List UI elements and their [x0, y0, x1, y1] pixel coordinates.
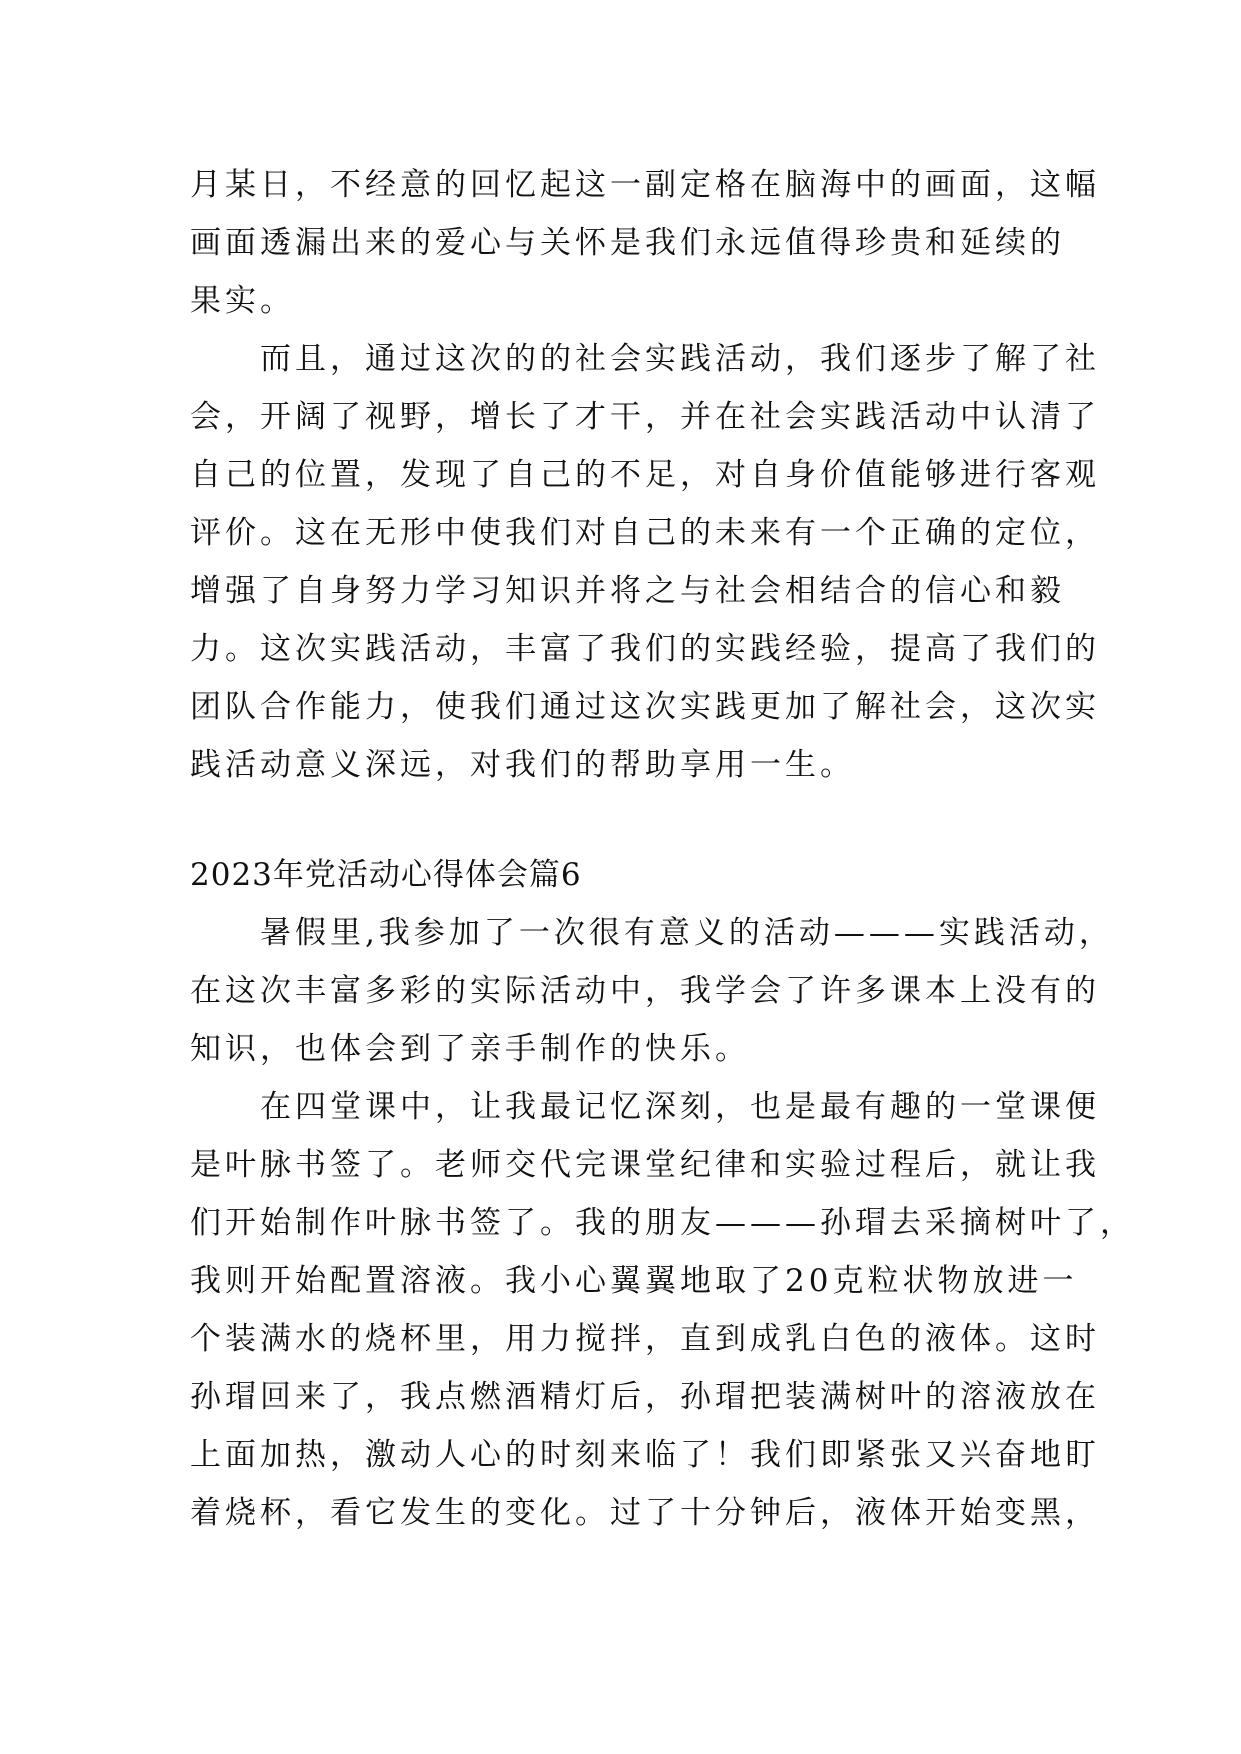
- text-line: 团队合作能力，使我们通过这次实践更加了解社会，这次实: [190, 689, 1100, 725]
- paragraph-gap: [190, 794, 1060, 846]
- document-body: [190, 156, 1135, 1542]
- text-line: 画面透漏出来的爱心与关怀是我们永远值得珍贵和延续的: [190, 225, 1065, 261]
- paragraph: [190, 904, 1114, 1078]
- text-line: 果实。: [190, 283, 295, 319]
- text-line: 自己的位置，发现了自己的不足，对自身价值能够进行客观: [190, 457, 1100, 493]
- text-line: 知识，也体会到了亲手制作的快乐。: [190, 1031, 750, 1067]
- text-line: 是叶脉书签了。老师交代完课堂纪律和实验过程后，就让我: [190, 1147, 1100, 1183]
- text-line: 增强了自身努力学习知识并将之与社会相结合的信心和毅: [190, 573, 1065, 609]
- text-line: 评价。这在无形中使我们对自己的未来有一个正确的定位，: [190, 515, 1100, 551]
- text-line: 上面加热，激动人心的时刻来临了！我们即紧张又兴奋地盯: [190, 1437, 1100, 1473]
- text-line: 我则开始配置溶液。我小心翼翼地取了20克粒状物放进一: [190, 1263, 1078, 1299]
- text-line: 们开始制作叶脉书签了。我的朋友———孙瑁去采摘树叶了，: [190, 1205, 1135, 1241]
- text-line: 暑假里,我参加了一次很有意义的活动———实践活动，: [260, 915, 1114, 951]
- text-line: 个装满水的烧杯里，用力搅拌，直到成乳白色的液体。这时: [190, 1321, 1100, 1357]
- text-line: 会，开阔了视野，增长了才干，并在社会实践活动中认清了: [190, 399, 1100, 435]
- text-line: 而且，通过这次的的社会实践活动，我们逐步了解了社: [260, 341, 1100, 377]
- text-line: 着烧杯，看它发生的变化。过了十分钟后，液体开始变黑，: [190, 1495, 1100, 1531]
- text-line: 月某日，不经意的回忆起这一副定格在脑海中的画面，这幅: [190, 167, 1100, 203]
- text-line: 在这次丰富多彩的实际活动中，我学会了许多课本上没有的: [190, 973, 1100, 1009]
- paragraph: [190, 330, 1100, 794]
- text-line: 力。这次实践活动，丰富了我们的实践经验，提高了我们的: [190, 631, 1100, 667]
- text-line: 在四堂课中，让我最记忆深刻，也是最有趣的一堂课便: [260, 1089, 1100, 1125]
- paragraph: [190, 156, 1100, 330]
- section-heading: 2023年党活动心得体会篇6: [190, 857, 582, 893]
- text-line: 孙瑁回来了，我点燃酒精灯后，孙瑁把装满树叶的溶液放在: [190, 1379, 1100, 1415]
- paragraph: [190, 1078, 1135, 1542]
- text-line: 践活动意义深远，对我们的帮助享用一生。: [190, 747, 855, 783]
